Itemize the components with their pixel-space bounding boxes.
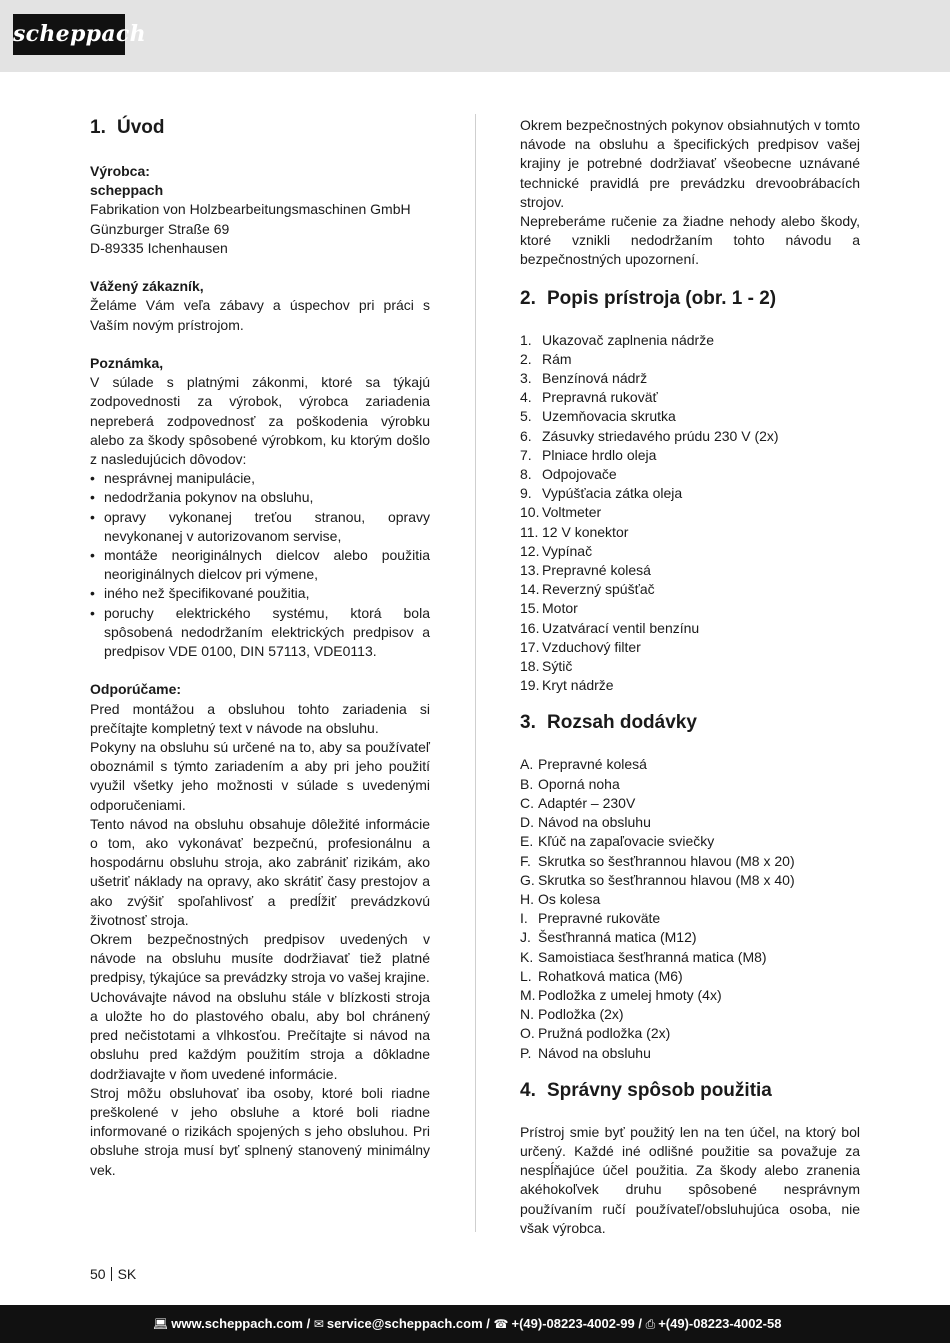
recommend-paragraph: Okrem bezpečnostných predpisov uvedených v návode na obsluhu musíte dodržiavať tiež platné predpisy, týkajúce sa prevádzky stroja vo vašej krajine.: [90, 931, 430, 986]
list-item: H. Os kolesa: [520, 890, 601, 907]
list-item: 2. Rám: [520, 350, 572, 367]
list-item: M. Podložka z umelej hmoty (4x): [520, 986, 722, 1003]
list-item: 6. Zásuvky striedavého prúdu 230 V (2x): [520, 427, 779, 444]
list-item: 18. Sýtič: [520, 658, 573, 675]
list-item: A. Prepravné kolesá: [520, 756, 647, 773]
recommend-paragraph: Pokyny na obsluhu sú určené na to, aby sa používateľ oboznámil s týmto zariadením a aby pri jeho použití využil všetky jeho možnosti v súlade s uvedenými odporučeniami.: [90, 739, 430, 813]
manufacturer-line: D-89335 Ichenhausen: [90, 239, 228, 256]
list-item: 9. Vypúšťacia zátka oleja: [520, 485, 683, 502]
list-item: • opravy vykonanej treťou stranou, opravy nevykonanej v autorizovanom servise,: [90, 508, 430, 546]
parts-list: [520, 331, 860, 696]
footer-bar: [0, 1305, 950, 1343]
list-item: K. Samoistiaca šesťhranná matica (M8): [520, 948, 767, 965]
customer-label: Vážený zákazník,: [90, 278, 204, 295]
fax-icon: ⎙: [645, 1317, 656, 1331]
footer-separator: /: [306, 1316, 311, 1331]
list-item: F. Skrutka so šesťhrannou hlavou (M8 x 20): [520, 852, 795, 869]
phone-icon: ☎︎: [493, 1317, 509, 1331]
list-item: 7. Plniace hrdlo oleja: [520, 446, 657, 463]
list-item: 8. Odpojovače: [520, 466, 617, 483]
list-item: 15. Motor: [520, 600, 578, 617]
section-4-heading: 4. Správny spôsob použitia: [520, 1079, 772, 1101]
note-label: Poznámka,: [90, 355, 164, 371]
page-language: SK: [117, 1266, 137, 1282]
usage-text: Prístroj smie byť použitý len na ten účel, na ktorý bol určený. Každé iné odlišné použitie sa považuje za nespĺňajúce účel použitia. Za škody alebo zranenia akéhokoľvek druhu spôsobené nesprávnym používaním ručí používateľ/obsluhujúca osoba, nie však výrobca.: [520, 1123, 860, 1236]
list-item: 12. Vypínač: [520, 542, 593, 559]
list-item: 1. Ukazovač zaplnenia nádrže: [520, 331, 714, 348]
list-item: B. Oporná noha: [520, 775, 620, 792]
list-item: D. Návod na obsluhu: [520, 814, 651, 831]
list-item: E. Kľúč na zapaľovacie sviečky: [520, 833, 715, 850]
recommend-paragraph: Stroj môžu obsluhovať iba osoby, ktoré boli riadne preškolené v jeho obsluhe a ktoré boli riadne informované o rizikách spojených s jeho obsluhou. Pri obsluhe stroja musí byť splnený stanovený minimálny vek.: [90, 1084, 430, 1178]
page-number-separator: [111, 1267, 112, 1281]
recommend-paragraph: Tento návod na obsluhu obsahuje dôležité informácie o tom, ako vykonávať bezpečnú, profesionálnu a hospodárnu obsluhu stroja, ako zabrániť rizikám, ako ušetriť náklady na opravy, ako skrátiť časy prestojov a ako zvýšiť spoľahlivosť a predĺžiť prevádzkovú životnosť stroja.: [90, 815, 430, 928]
computer-icon: 💻︎: [153, 1317, 169, 1331]
recommend-label: Odporúčame:: [90, 681, 182, 698]
list-item: • montáže neoriginálnych dielcov alebo použitia neoriginálnych dielcov pri výmene,: [90, 546, 430, 584]
footer-fax: +(49)-08223-4002-58: [658, 1316, 782, 1331]
list-item: 5. Uzemňovacia skrutka: [520, 408, 676, 425]
list-item: 17. Vzduchový filter: [520, 638, 641, 655]
page-number-value: 50: [90, 1266, 106, 1282]
list-item: 16. Uzatvárací ventil benzínu: [520, 619, 700, 636]
list-item: 19. Kryt nádrže: [520, 677, 614, 694]
list-item: L. Rohatková matica (M6): [520, 967, 683, 984]
recommend-paragraph: Pred montážou a obsluhou tohto zariadenia si prečítajte kompletný text v návode na obsluhu.: [90, 700, 430, 736]
left-column: [90, 116, 430, 1180]
list-item: N. Podložka (2x): [520, 1006, 624, 1023]
manufacturer-line: Günzburger Straße 69: [90, 220, 230, 237]
note-bullet-list: [90, 469, 430, 661]
list-item: 10. Voltmeter: [520, 504, 602, 521]
footer-website-link[interactable]: www.scheppach.com: [171, 1316, 303, 1331]
list-item: J. Šesťhranná matica (M12): [520, 929, 697, 946]
manufacturer-name: scheppach: [90, 182, 164, 199]
list-item: 4. Prepravná rukoväť: [520, 389, 658, 406]
delivery-list: [520, 755, 860, 1062]
scheppach-logo: scheppach: [13, 14, 125, 55]
list-item: 3. Benzínová nádrž: [520, 370, 648, 387]
intro-paragraph: Okrem bezpečnostných pokynov obsiahnutých v tomto návode na obsluhu a špecifických predpisov vašej krajiny je potrebné dodržiavať všeobecne uznávané technické pravidlá pre prevádzku drevoobrábacích strojov.: [520, 117, 860, 210]
note-text: V súlade s platnými zákonmi, ktoré sa týkajú zodpovednosti za výrobok, výrobca zariadenia nepreberá zodpovednosť za poškodenia výrobku alebo za škody spôsobené výrobkom, ku ktorým došlo z nasledujúcich dôvodov:: [90, 374, 430, 468]
section-1-heading: 1. Úvod: [90, 117, 165, 138]
footer-separator: /: [486, 1316, 490, 1331]
list-item: G. Skrutka so šesťhrannou hlavou (M8 x 40): [520, 871, 795, 888]
list-item: 11. 12 V konektor: [520, 523, 629, 540]
intro-paragraph: Nepreberáme ručenie za žiadne nehody alebo škody, ktoré vznikli nedodržaním tohto návodu a bezpečnostných upozornení.: [520, 213, 860, 268]
footer-email-link[interactable]: service@scheppach.com: [326, 1316, 483, 1331]
footer-contacts: [153, 1305, 781, 1343]
right-column: [520, 116, 860, 1238]
list-item: P. Návod na obsluhu: [520, 1044, 651, 1061]
manufacturer-label: Výrobca:: [90, 163, 150, 179]
manufacturer-line: Fabrikation von Holzbearbeitungsmaschinen GmbH: [90, 201, 411, 218]
list-item: 14. Reverzný spúšťač: [520, 581, 655, 598]
list-item: • poruchy elektrického systému, ktorá bola spôsobená nedodržaním elektrických predpisov a predpisov VDE 0100, DIN 57113, VDE0113.: [90, 604, 430, 662]
page-number: [90, 1265, 136, 1283]
email-icon: ✉︎: [313, 1317, 324, 1331]
header-bar: [0, 0, 950, 72]
footer-phone: +(49)-08223-4002-99: [511, 1316, 635, 1331]
footer-separator: /: [638, 1316, 642, 1331]
customer-text: Želáme Vám veľa zábavy a úspechov pri práci s Vaším novým prístrojom.: [90, 297, 430, 333]
section-2-heading: 2. Popis prístroja (obr. 1 - 2): [520, 287, 777, 309]
list-item: I. Prepravné rukoväte: [520, 910, 661, 927]
recommend-paragraph: Uchovávajte návod na obsluhu stále v blízkosti stroja a uložte ho do plastového obalu, aby bol chránený pred nečistotami a vlhkosťou. Prečítajte si návod na obsluhu pred každým použitím stroja a dôkladne dodržiavajte v ňom uvedené informácie.: [90, 988, 430, 1082]
list-item: • iného než špecifikované použitia,: [90, 584, 430, 603]
list-item: • nedodržania pokynov na obsluhu,: [90, 488, 430, 507]
list-item: 13. Prepravné kolesá: [520, 562, 651, 579]
list-item: C. Adaptér – 230V: [520, 794, 636, 811]
list-item: O. Pružná podložka (2x): [520, 1025, 671, 1042]
list-item: • nesprávnej manipulácie,: [90, 469, 430, 488]
section-3-heading: 3. Rozsah dodávky: [520, 712, 697, 734]
column-divider: [475, 114, 476, 1232]
